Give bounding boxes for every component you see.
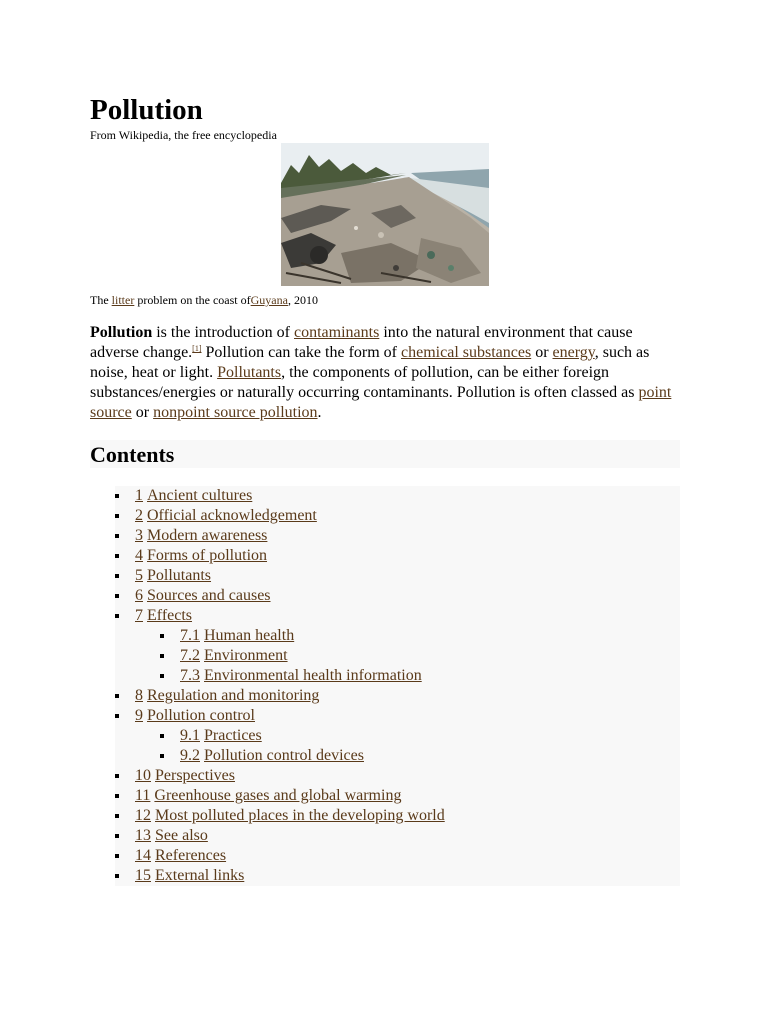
toc-number[interactable]: 14 [135,847,151,864]
lead-text: Pollution can take the form of [201,344,402,361]
toc-link[interactable]: Official acknowledgement [147,507,317,524]
bullet-icon [115,794,119,798]
toc-link[interactable]: Environment [204,647,288,664]
bullet-icon [115,534,119,538]
page-subtitle: From Wikipedia, the free encyclopedia [90,128,277,142]
lead-text: is the introduction of [152,324,294,341]
toc-item[interactable] [135,526,267,546]
toc-link[interactable]: Effects [147,607,193,624]
bullet-icon [115,494,119,498]
lead-text: or [531,344,553,361]
bullet-icon [160,634,164,638]
toc-link[interactable]: External links [155,867,245,884]
lead-text: into the natural environment that cause adverse change. [90,324,633,361]
bullet-icon [115,694,119,698]
toc-link[interactable]: Environmental health information [204,667,422,684]
toc-link[interactable]: Forms of pollution [147,547,268,564]
reference-1-link[interactable]: [1] [192,344,202,353]
toc-number[interactable]: 1 [135,487,143,504]
toc-number[interactable]: 10 [135,767,151,784]
bullet-icon [160,654,164,658]
toc-link[interactable]: Perspectives [155,767,235,784]
pollutants-link[interactable]: Pollutants [217,364,282,381]
lead-text: , such as noise, heat or light. [90,344,650,381]
toc-link[interactable]: Practices [204,727,262,744]
toc-link[interactable]: Sources and causes [147,587,271,604]
toc-number[interactable]: 5 [135,567,143,584]
toc-item[interactable] [135,486,252,506]
toc-number[interactable]: 9.1 [180,727,200,744]
toc-item[interactable] [135,566,211,586]
toc-item[interactable] [135,786,401,806]
toc-link[interactable]: Pollution control devices [204,747,364,764]
toc-link[interactable]: Modern awareness [147,527,268,544]
point-source-link[interactable]: point source [90,384,672,421]
toc-link[interactable]: Greenhouse gases and global warming [154,787,402,804]
toc-number[interactable]: 13 [135,827,151,844]
toc-item[interactable] [135,546,267,566]
toc-item[interactable] [135,866,244,886]
toc-number[interactable]: 7 [135,607,143,624]
toc-subitem[interactable] [180,726,262,746]
toc-link[interactable]: Ancient cultures [147,487,253,504]
toc-item[interactable] [135,766,235,786]
toc-number[interactable]: 9 [135,707,143,724]
bullet-icon [160,734,164,738]
toc-item[interactable] [135,606,192,626]
toc-number[interactable]: 2 [135,507,143,524]
bullet-icon [115,834,119,838]
lead-text: . [317,404,322,421]
bullet-icon [115,774,119,778]
toc-number[interactable]: 6 [135,587,143,604]
litter-link[interactable]: litter [111,293,135,307]
energy-link[interactable]: energy [552,344,595,361]
toc-link[interactable]: Pollution control [147,707,255,724]
beach-litter-photo-icon [281,143,489,286]
bullet-icon [115,594,119,598]
lead-text: , the components of pollution, can be either foreign substances/energies or naturally occurring contaminants. Pollution is often classed as [90,364,639,401]
caption-text: The [90,293,112,307]
toc-subitem[interactable] [180,626,294,646]
toc-link[interactable]: Most polluted places in the developing world [155,807,445,824]
toc-number[interactable]: 11 [135,787,151,804]
toc-item[interactable] [135,686,319,706]
lead-term: Pollution [90,324,153,341]
contaminants-link[interactable]: contaminants [294,324,380,341]
toc-item[interactable] [135,506,317,526]
page-title: Pollution [90,94,203,126]
caption-text: problem on the coast of [134,293,251,307]
table-of-contents [115,486,680,886]
toc-number[interactable]: 4 [135,547,143,564]
toc-subitem[interactable] [180,746,364,766]
guyana-link[interactable]: Guyana [250,293,288,307]
toc-number[interactable]: 7.3 [180,667,200,684]
lead-text: or [131,404,154,421]
caption-text: , 2010 [287,293,318,307]
bullet-icon [115,514,119,518]
bullet-icon [115,854,119,858]
toc-link[interactable]: Pollutants [147,567,212,584]
bullet-icon [115,574,119,578]
toc-link[interactable]: References [155,847,227,864]
toc-item[interactable] [135,826,208,846]
bullet-icon [115,814,119,818]
figure-caption [90,292,318,308]
bullet-icon [115,554,119,558]
bullet-icon [160,754,164,758]
toc-number[interactable]: 9.2 [180,747,200,764]
toc-number[interactable]: 8 [135,687,143,704]
bullet-icon [160,674,164,678]
bullet-icon [115,874,119,878]
chemical-substances-link[interactable]: chemical substances [401,344,532,361]
toc-item[interactable] [135,706,255,726]
toc-number[interactable]: 3 [135,527,143,544]
toc-number[interactable]: 7.2 [180,647,200,664]
toc-subitem[interactable] [180,646,288,666]
toc-number[interactable]: 15 [135,867,151,884]
bullet-icon [115,714,119,718]
contents-heading: Contents [90,442,175,467]
toc-number[interactable]: 12 [135,807,151,824]
nonpoint-source-pollution-link[interactable]: nonpoint source pollution [153,404,318,421]
contents-heading-box [90,440,680,468]
toc-number[interactable]: 7.1 [180,627,200,644]
toc-subitem[interactable] [180,666,422,686]
toc-item[interactable] [135,806,445,826]
toc-link[interactable]: See also [155,827,208,844]
toc-item[interactable] [135,846,226,866]
toc-link[interactable]: Regulation and monitoring [147,687,320,704]
toc-item[interactable] [135,586,271,606]
beach-litter-photo[interactable] [281,143,489,286]
toc-link[interactable]: Human health [204,627,295,644]
lead-paragraph [90,323,676,423]
bullet-icon [115,614,119,618]
